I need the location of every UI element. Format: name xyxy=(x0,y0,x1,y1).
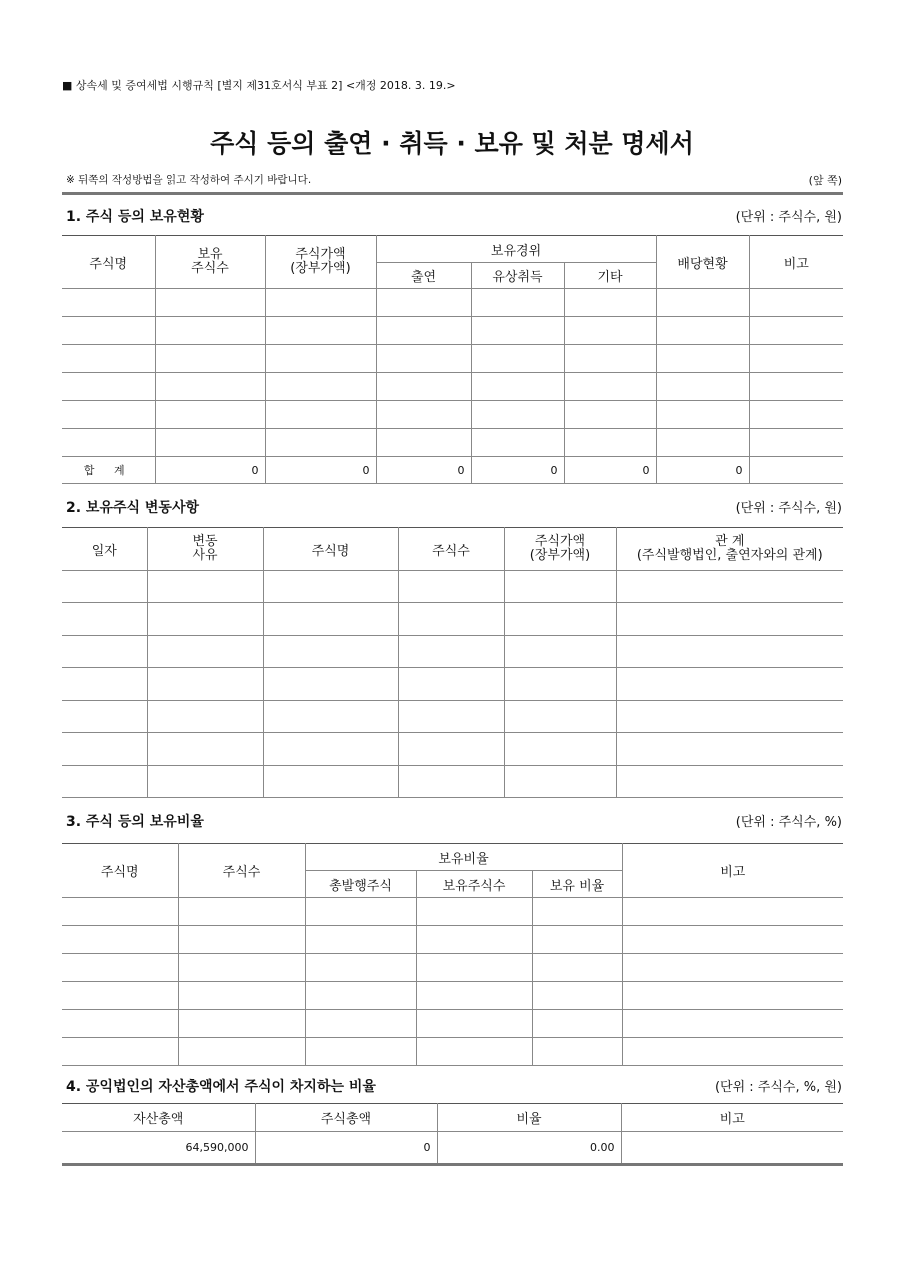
total-dividend: 0 xyxy=(656,457,749,484)
total-other: 0 xyxy=(564,457,656,484)
col-held-shares: 보유주식수 xyxy=(416,871,532,898)
col-ratio: 보유 비율 xyxy=(532,871,622,898)
table-row xyxy=(62,373,843,401)
col-total-issued: 총발행주식 xyxy=(305,871,416,898)
table-row xyxy=(62,1132,843,1164)
table-row xyxy=(62,401,843,429)
col-dividend: 배당현황 xyxy=(656,236,749,289)
section1-unit: (단위 : 주식수, 원) xyxy=(735,210,842,225)
top-divider xyxy=(62,192,843,195)
col-acquisition: 보유경위 xyxy=(376,236,656,263)
total-row xyxy=(62,457,843,484)
remarks-value[interactable] xyxy=(621,1132,843,1164)
col-paid-acquisition: 유상취득 xyxy=(471,263,564,289)
col-remarks: 비고 xyxy=(621,1104,843,1132)
col-total-assets: 자산총액 xyxy=(62,1104,255,1132)
bottom-divider xyxy=(62,1163,843,1166)
holdings-table xyxy=(62,235,843,484)
table-row xyxy=(62,289,843,317)
table-row xyxy=(62,636,843,668)
total-contribution: 0 xyxy=(376,457,471,484)
table-row xyxy=(62,926,843,954)
col-remarks: 비고 xyxy=(622,844,843,898)
table-row xyxy=(62,954,843,982)
instruction-note: ※ 뒤쪽의 작성방법을 읽고 작성하여 주시기 바랍니다. xyxy=(66,174,312,186)
total-label: 합 계 xyxy=(62,457,155,484)
total-stock-value: 0 xyxy=(255,1132,437,1164)
col-stock-name: 주식명 xyxy=(62,236,155,289)
table-row xyxy=(62,429,843,457)
section3-title: 3. 주식 등의 보유비율 xyxy=(66,814,204,830)
form-reference-note: ■ 상속세 및 증여세법 시행규칙 [별지 제31호서식 부표 2] <개정 2018. 3. 19.> xyxy=(62,79,456,92)
total-face-value: 0 xyxy=(265,457,376,484)
table-row xyxy=(62,1010,843,1038)
col-contribution: 출연 xyxy=(376,263,471,289)
section4-unit: (단위 : 주식수, %, 원) xyxy=(714,1080,842,1095)
col-shares: 주식수 xyxy=(398,528,504,571)
ratio-value: 0.00 xyxy=(437,1132,621,1164)
table-row xyxy=(62,982,843,1010)
table-row xyxy=(62,317,843,345)
col-shares: 주식수 xyxy=(178,844,305,898)
table-row xyxy=(62,766,843,798)
col-total-stock: 주식총액 xyxy=(255,1104,437,1132)
table-row xyxy=(62,603,843,636)
table-row xyxy=(62,701,843,733)
table-row xyxy=(62,571,843,603)
table-row xyxy=(62,668,843,701)
total-held-shares: 0 xyxy=(155,457,265,484)
total-assets-value: 64,590,000 xyxy=(62,1132,255,1164)
section2-title: 2. 보유주식 변동사항 xyxy=(66,500,199,516)
col-held-shares: 보유 주식수 xyxy=(155,236,265,289)
section2-unit: (단위 : 주식수, 원) xyxy=(735,501,842,516)
table-row xyxy=(62,898,843,926)
ratio-table xyxy=(62,843,843,1066)
table-row xyxy=(62,345,843,373)
col-face-value: 주식가액 (장부가액) xyxy=(504,528,616,571)
col-date: 일자 xyxy=(62,528,147,571)
col-remarks: 비고 xyxy=(749,236,843,289)
section1-title: 1. 주식 등의 보유현황 xyxy=(66,209,204,225)
total-paid-acquisition: 0 xyxy=(471,457,564,484)
table-row xyxy=(62,1038,843,1066)
section3-unit: (단위 : 주식수, %) xyxy=(735,815,842,830)
col-stock-name: 주식명 xyxy=(62,844,178,898)
col-stock-name: 주식명 xyxy=(263,528,398,571)
col-ratio: 비율 xyxy=(437,1104,621,1132)
page-side-label: (앞 쪽) xyxy=(808,174,842,187)
total-remarks[interactable] xyxy=(749,457,843,484)
changes-table xyxy=(62,527,843,798)
asset-ratio-table xyxy=(62,1103,843,1164)
col-other: 기타 xyxy=(564,263,656,289)
col-reason: 변동 사유 xyxy=(147,528,263,571)
page-title: 주식 등의 출연 · 취득 · 보유 및 처분 명세서 xyxy=(210,129,694,158)
col-face-value: 주식가액 (장부가액) xyxy=(265,236,376,289)
col-relation: 관 계 (주식발행법인, 출연자와의 관계) xyxy=(616,528,843,571)
col-holding-ratio: 보유비율 xyxy=(305,844,622,871)
section4-title: 4. 공익법인의 자산총액에서 주식이 차지하는 비율 xyxy=(66,1079,376,1095)
table-row xyxy=(62,733,843,766)
